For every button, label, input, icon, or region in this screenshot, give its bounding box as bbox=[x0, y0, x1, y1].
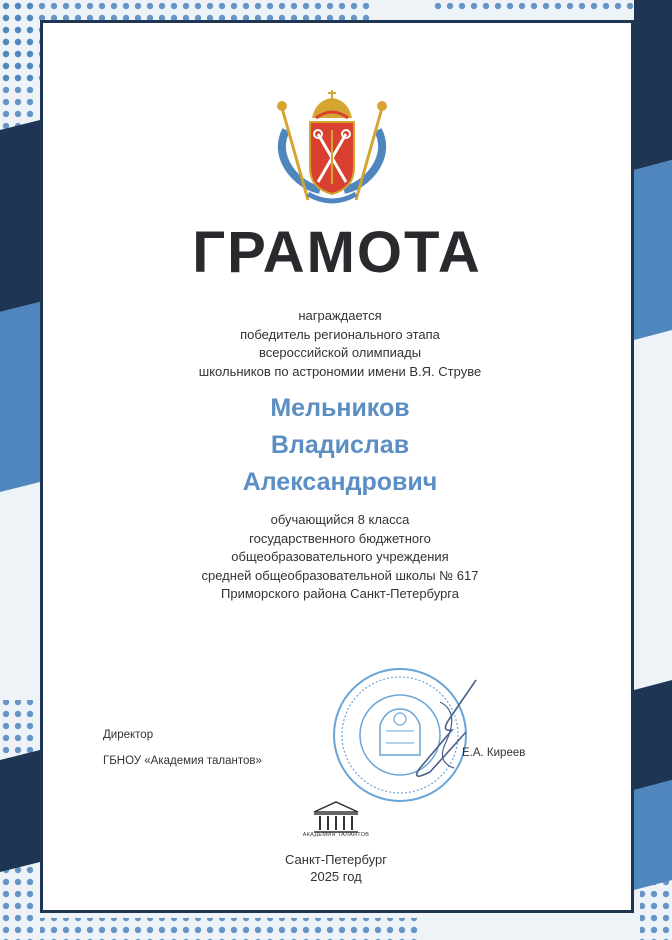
school-line: государственного бюджетного bbox=[249, 530, 431, 546]
signature-block bbox=[103, 722, 262, 774]
signer-name: Е.А. Киреев bbox=[462, 747, 526, 759]
signer-position: Директор bbox=[103, 729, 154, 741]
school-text bbox=[120, 511, 560, 604]
dark-stripe-bottom-right bbox=[634, 680, 672, 790]
school-line: общеобразовательного учреждения bbox=[231, 549, 449, 564]
recipient-patronymic: Александрович bbox=[242, 468, 438, 496]
award-line: всероссийской олимпиады bbox=[258, 345, 422, 360]
school-line: обучающийся 8 класса bbox=[270, 512, 410, 527]
certificate-title: ГРАМОТА bbox=[192, 220, 482, 285]
footer-city: Санкт-Петербург bbox=[285, 852, 387, 867]
recipient-surname: Мельников bbox=[270, 394, 410, 422]
award-text bbox=[120, 307, 560, 381]
award-line: школьников по астрономии имени В.Я. Струве bbox=[198, 363, 482, 379]
blue-stripe-bottom-right bbox=[634, 780, 672, 890]
footer-year: 2025 год bbox=[310, 869, 362, 884]
award-line: победитель регионального этапа bbox=[240, 326, 440, 342]
signer-organization: ГБНОУ «Академия талантов» bbox=[103, 755, 262, 767]
school-line: Приморского района Санкт-Петербурга bbox=[221, 586, 459, 601]
school-line: средней общеобразовательной школы № 617 bbox=[201, 567, 479, 583]
saint-petersburg-coat-of-arms-icon bbox=[272, 90, 392, 210]
dark-stripe-top-right bbox=[634, 0, 672, 170]
academy-logo-caption: АКАДЕМИЯ ТАЛАНТОВ bbox=[302, 832, 370, 838]
recipient-first-name: Владислав bbox=[270, 431, 410, 459]
handwritten-signature bbox=[380, 672, 490, 792]
blue-stripe-right bbox=[634, 160, 672, 340]
dot-pattern-bottom bbox=[40, 918, 420, 940]
award-line: награждается bbox=[298, 308, 382, 323]
recipient-name bbox=[120, 390, 560, 501]
footer bbox=[236, 851, 436, 885]
